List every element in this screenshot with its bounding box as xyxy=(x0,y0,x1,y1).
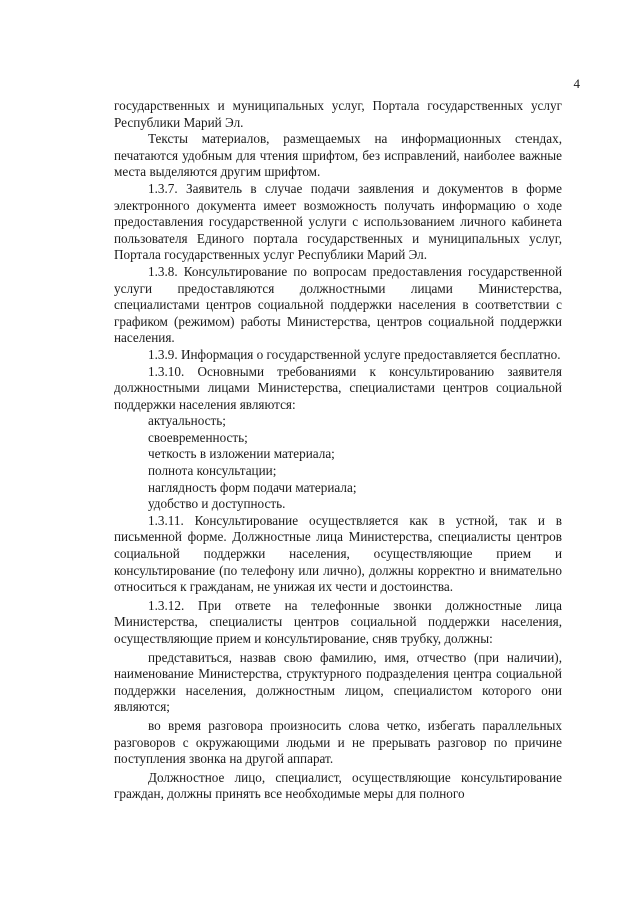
requirement-item: полнота консультации; xyxy=(148,463,277,479)
requirement-item: удобство и доступность. xyxy=(148,496,286,512)
paragraph-1-3-7: 1.3.7. Заявитель в случае подачи заявления и документов в форме электронного документа имеет возможность получать информацию о ходе предоставления государственной услуги с использованием личного кабинета пользователя Единого портала государственных и муниципальных услуг, Портала государственных услуг Республики Марий Эл. xyxy=(114,180,562,263)
requirement-item: актуальность; xyxy=(148,413,226,429)
paragraph-official-measures: Должностное лицо, специалист, осуществляющие консультирование граждан, должны принять все необходимые меры для полного xyxy=(114,769,562,802)
requirement-item: четкость в изложении материала; xyxy=(148,446,335,462)
paragraph-stands-text: Тексты материалов, размещаемых на информационных стендах, печатаются удобным для чтения шрифтом, без исправлений, наиболее важные места выделяются другим шрифтом. xyxy=(114,131,562,180)
requirement-item: своевременность; xyxy=(148,429,248,445)
paragraph-1-3-11: 1.3.11. Консультирование осуществляется как в устной, так и в письменной форме. Должностные лица Министерства, специалисты центров социальной поддержки населения, осуществляющие прием и консультирование (по телефону или лично), должны корректно и внимательно относиться к гражданам, не унижая их чести и достоинства. xyxy=(114,512,562,595)
paragraph-speak-clearly: во время разговора произносить слова четко, избегать параллельных разговоров с окружающими людьми и не прерывать разговор по причине поступления звонка на другой аппарат. xyxy=(114,717,562,767)
paragraph-1-3-12: 1.3.12. При ответе на телефонные звонки должностные лица Министерства, специалисты центров социальной поддержки населения, осуществляющие прием и консультирование, сняв трубку, должны: xyxy=(114,597,562,646)
paragraph-1-3-10: 1.3.10. Основными требованиями к консультированию заявителя должностными лицами Министерства, специалистами центров социальной поддержки населения являются: xyxy=(114,363,562,412)
paragraph-1-3-9: 1.3.9. Информация о государственной услуге предоставляется бесплатно. xyxy=(148,346,561,362)
paragraph-introduce-self: представиться, назвав свою фамилию, имя, отчество (при наличии), наименование Министерства, структурного подразделения центра социальной поддержки населения, должностным лицом, специалистом которого они являются; xyxy=(114,649,562,715)
document-body xyxy=(114,98,562,803)
page-number: 4 xyxy=(573,76,580,91)
requirement-item: наглядность форм подачи материала; xyxy=(148,479,357,495)
paragraph-continuation: государственных и муниципальных услуг, Портала государственных услуг Республики Марий Эл. xyxy=(114,98,562,130)
paragraph-1-3-8: 1.3.8. Консультирование по вопросам предоставления государственной услуги предоставляются должностными лицами Министерства, специалистами центров социальной поддержки населения в соответствии с графиком (режимом) работы Министерства, центров социальной поддержки населения. xyxy=(114,263,562,346)
